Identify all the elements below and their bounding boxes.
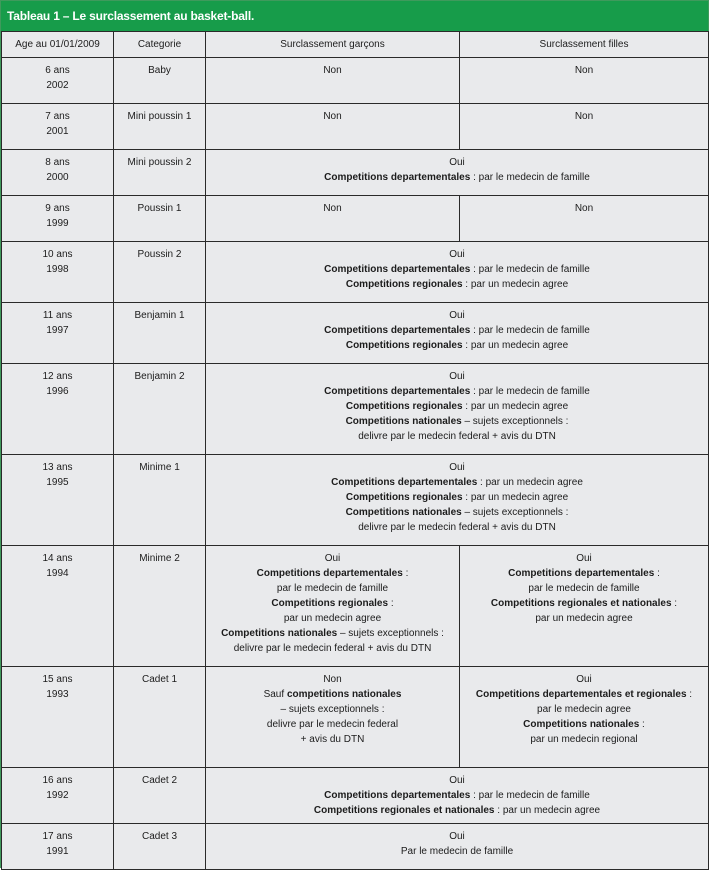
surclassement-both-cell	[206, 242, 709, 303]
text-fragment: Non	[323, 65, 342, 76]
text-fragment: + avis du DTN	[300, 734, 365, 745]
text-fragment: :	[686, 689, 693, 700]
cell-line	[209, 63, 456, 78]
surclassement-girls-cell	[460, 196, 709, 242]
text-fragment: – sujets exceptionnels :	[280, 704, 385, 715]
age-cell	[2, 196, 114, 242]
age-value: 11 ans	[42, 310, 73, 321]
text-fragment: – sujets exceptionnels :	[337, 628, 444, 639]
category-cell: Poussin 2	[114, 242, 206, 303]
age-cell	[2, 58, 114, 104]
text-fragment: Non	[323, 203, 342, 214]
cell-line	[209, 773, 705, 788]
cell-line	[209, 717, 456, 732]
text-fragment: :	[388, 598, 394, 609]
text-fragment: Oui	[449, 831, 465, 842]
age-cell	[2, 824, 114, 870]
age-cell	[2, 546, 114, 667]
surclassement-boys-cell	[206, 58, 460, 104]
cell-line	[209, 369, 705, 384]
birth-year: 1992	[46, 790, 69, 801]
surclassement-boys-cell	[206, 196, 460, 242]
cell-line	[209, 308, 705, 323]
age-cell	[2, 104, 114, 150]
age-cell	[2, 150, 114, 196]
text-fragment: Non	[323, 111, 342, 122]
text-fragment: Non	[574, 111, 594, 122]
age-value: 14 ans	[42, 553, 73, 564]
table-row	[2, 364, 709, 455]
age-value: 12 ans	[42, 371, 73, 382]
cell-line	[463, 109, 705, 124]
category-cell: Baby	[114, 58, 206, 104]
text-fragment: : par le medecin de famille	[470, 172, 590, 183]
surclassement-table	[1, 31, 709, 870]
cell-line	[209, 520, 705, 535]
bold-label: Competitions regionales	[345, 279, 463, 290]
text-fragment: Oui	[576, 674, 592, 685]
age-value: 6 ans	[45, 65, 70, 76]
category-cell: Benjamin 1	[114, 303, 206, 364]
surclassement-both-cell	[206, 455, 709, 546]
cell-line	[209, 399, 705, 414]
surclassement-boys-cell	[206, 104, 460, 150]
cell-line	[209, 475, 705, 490]
birth-year: 1998	[46, 264, 69, 275]
bold-label: Competitions departementales et regionales	[475, 689, 687, 700]
table-row	[2, 196, 709, 242]
birth-year: 1999	[46, 218, 69, 229]
text-fragment: :	[402, 568, 409, 579]
cell-line	[209, 170, 705, 185]
bold-label: Competitions departementales	[324, 386, 471, 397]
cell-line	[463, 63, 705, 78]
header-boys: Surclassement garçons	[206, 32, 460, 58]
age-value: 15 ans	[42, 674, 73, 685]
cell-line	[463, 566, 705, 581]
text-fragment: Oui	[449, 157, 465, 168]
bold-label: Competitions departementales	[508, 568, 655, 579]
cell-line	[209, 626, 456, 641]
table-row	[2, 455, 709, 546]
category-cell: Poussin 1	[114, 196, 206, 242]
cell-line	[209, 672, 456, 687]
age-cell	[2, 667, 114, 768]
birth-year: 1996	[46, 386, 69, 397]
surclassement-both-cell	[206, 768, 709, 824]
category-cell: Cadet 3	[114, 824, 206, 870]
surclassement-boys-cell	[206, 667, 460, 768]
age-value: 13 ans	[42, 462, 73, 473]
table-row	[2, 303, 709, 364]
cell-line	[463, 596, 705, 611]
birth-year: 2002	[46, 80, 69, 91]
category-cell: Minime 1	[114, 455, 206, 546]
birth-year: 1994	[46, 568, 69, 579]
cell-line	[463, 551, 705, 566]
category-cell: Cadet 1	[114, 667, 206, 768]
header-age: Age au 01/01/2009	[2, 32, 114, 58]
text-fragment: : par un medecin agree	[462, 279, 569, 290]
bold-label: Competitions regionales et nationales	[490, 598, 672, 609]
cell-line	[209, 338, 705, 353]
text-fragment: par le medecin de famille	[528, 583, 640, 594]
cell-line	[209, 581, 456, 596]
table-row	[2, 58, 709, 104]
header-category: Categorie	[114, 32, 206, 58]
category-cell: Minime 2	[114, 546, 206, 667]
cell-line	[463, 717, 705, 732]
table-row	[2, 667, 709, 768]
text-fragment: : par un medecin agree	[462, 401, 569, 412]
bold-label: Competitions departementales	[331, 477, 478, 488]
text-fragment: delivre par le medecin federal	[266, 719, 399, 730]
text-fragment: – sujets exceptionnels :	[461, 416, 569, 427]
cell-line	[209, 641, 456, 656]
cell-line	[463, 611, 705, 626]
text-fragment: :	[671, 598, 678, 609]
text-fragment: par un medecin regional	[530, 734, 638, 745]
cell-line	[463, 702, 705, 717]
cell-line	[209, 611, 456, 626]
bold-label: Competitions departementales	[324, 172, 471, 183]
text-fragment: Non	[574, 203, 594, 214]
birth-year: 2000	[46, 172, 69, 183]
text-fragment: Non	[323, 674, 342, 685]
table-row	[2, 242, 709, 303]
text-fragment: Oui	[449, 371, 465, 382]
table-row	[2, 768, 709, 824]
text-fragment: : par un medecin agree	[494, 805, 601, 816]
age-value: 8 ans	[45, 157, 70, 168]
text-fragment: Oui	[449, 462, 465, 473]
bold-label: Competitions nationales	[345, 507, 462, 518]
cell-line	[209, 460, 705, 475]
age-value: 10 ans	[42, 249, 73, 260]
text-fragment: : par le medecin de famille	[470, 790, 590, 801]
category-cell: Benjamin 2	[114, 364, 206, 455]
surclassement-both-cell	[206, 303, 709, 364]
cell-line	[209, 788, 705, 803]
bold-label: Competitions regionales	[345, 340, 463, 351]
text-fragment: Oui	[449, 249, 465, 260]
text-fragment: Oui	[449, 775, 465, 786]
age-value: 9 ans	[45, 203, 70, 214]
text-fragment: Non	[574, 65, 594, 76]
category-cell: Mini poussin 2	[114, 150, 206, 196]
cell-line	[209, 414, 705, 429]
text-fragment: : par le medecin de famille	[470, 386, 590, 397]
cell-line	[209, 803, 705, 818]
cell-line	[209, 687, 456, 702]
age-cell	[2, 455, 114, 546]
text-fragment: :	[654, 568, 660, 579]
cell-line	[209, 429, 705, 444]
text-fragment: :	[639, 719, 645, 730]
text-fragment: : par le medecin de famille	[470, 264, 590, 275]
age-cell	[2, 242, 114, 303]
header-girls: Surclassement filles	[460, 32, 709, 58]
surclassement-girls-cell	[460, 58, 709, 104]
cell-line	[463, 672, 705, 687]
bold-label: Competitions nationales	[221, 628, 338, 639]
text-fragment: : par un medecin agree	[477, 477, 583, 488]
cell-line	[209, 505, 705, 520]
cell-line	[209, 277, 705, 292]
cell-line	[209, 844, 705, 859]
cell-line	[209, 829, 705, 844]
table-title: Tableau 1 – Le surclassement au basket-ball.	[1, 1, 708, 31]
bold-label: competitions nationales	[286, 689, 402, 700]
bold-label: Competitions departementales	[324, 790, 471, 801]
text-fragment: delivre par le medecin federal + avis du DTN	[358, 522, 556, 533]
text-fragment: par un medecin agree	[283, 613, 382, 624]
table-row	[2, 104, 709, 150]
cell-line	[209, 490, 705, 505]
text-fragment: : par le medecin de famille	[470, 325, 590, 336]
surclassement-girls-cell	[460, 546, 709, 667]
text-fragment: : par un medecin agree	[462, 340, 569, 351]
bold-label: Competitions nationales	[345, 416, 462, 427]
birth-year: 1995	[46, 477, 69, 488]
birth-year: 1997	[46, 325, 69, 336]
birth-year: 1993	[46, 689, 69, 700]
cell-line	[209, 596, 456, 611]
cell-line	[209, 201, 456, 216]
bold-label: Competitions regionales	[271, 598, 389, 609]
text-fragment: delivre par le medecin federal + avis du DTN	[233, 643, 432, 654]
age-value: 17 ans	[42, 831, 73, 842]
cell-line	[209, 155, 705, 170]
surclassement-both-cell	[206, 150, 709, 196]
cell-line	[209, 384, 705, 399]
cell-line	[463, 732, 705, 747]
text-fragment: Sauf	[263, 689, 287, 700]
cell-line	[209, 566, 456, 581]
bold-label: Competitions departementales	[324, 325, 471, 336]
age-value: 16 ans	[42, 775, 73, 786]
bold-label: Competitions nationales	[523, 719, 640, 730]
cell-line	[209, 323, 705, 338]
text-fragment: par le medecin agree	[537, 704, 631, 715]
cell-line	[463, 201, 705, 216]
cell-line	[209, 702, 456, 717]
birth-year: 2001	[46, 126, 69, 137]
age-value: 7 ans	[45, 111, 70, 122]
cell-line	[209, 551, 456, 566]
surclassement-girls-cell	[460, 667, 709, 768]
surclassement-both-cell	[206, 364, 709, 455]
table-row	[2, 150, 709, 196]
bold-label: Competitions regionales	[345, 401, 463, 412]
text-fragment: : par un medecin agree	[462, 492, 569, 503]
cell-line	[209, 109, 456, 124]
surclassement-girls-cell	[460, 104, 709, 150]
text-fragment: – sujets exceptionnels :	[461, 507, 569, 518]
bold-label: Competitions regionales	[345, 492, 463, 503]
text-fragment: par un medecin agree	[535, 613, 633, 624]
table-row	[2, 546, 709, 667]
cell-line	[463, 581, 705, 596]
text-fragment: delivre par le medecin federal + avis du DTN	[358, 431, 556, 442]
bold-label: Competitions departementales	[256, 568, 403, 579]
category-cell: Cadet 2	[114, 768, 206, 824]
text-fragment: Oui	[449, 310, 465, 321]
age-cell	[2, 364, 114, 455]
cell-line	[209, 247, 705, 262]
table-row	[2, 824, 709, 870]
cell-line	[209, 732, 456, 747]
age-cell	[2, 768, 114, 824]
birth-year: 1991	[46, 846, 69, 857]
text-fragment: par le medecin de famille	[276, 583, 389, 594]
text-fragment: Par le medecin de famille	[400, 846, 514, 857]
surclassement-both-cell	[206, 824, 709, 870]
table-body	[2, 58, 709, 870]
bold-label: Competitions departementales	[324, 264, 471, 275]
bold-label: Competitions regionales et nationales	[313, 805, 495, 816]
category-cell: Mini poussin 1	[114, 104, 206, 150]
surclassement-boys-cell	[206, 546, 460, 667]
age-cell	[2, 303, 114, 364]
cell-line	[209, 262, 705, 277]
text-fragment: Oui	[324, 553, 341, 564]
cell-line	[463, 687, 705, 702]
header-row	[2, 32, 709, 58]
text-fragment: Oui	[576, 553, 592, 564]
